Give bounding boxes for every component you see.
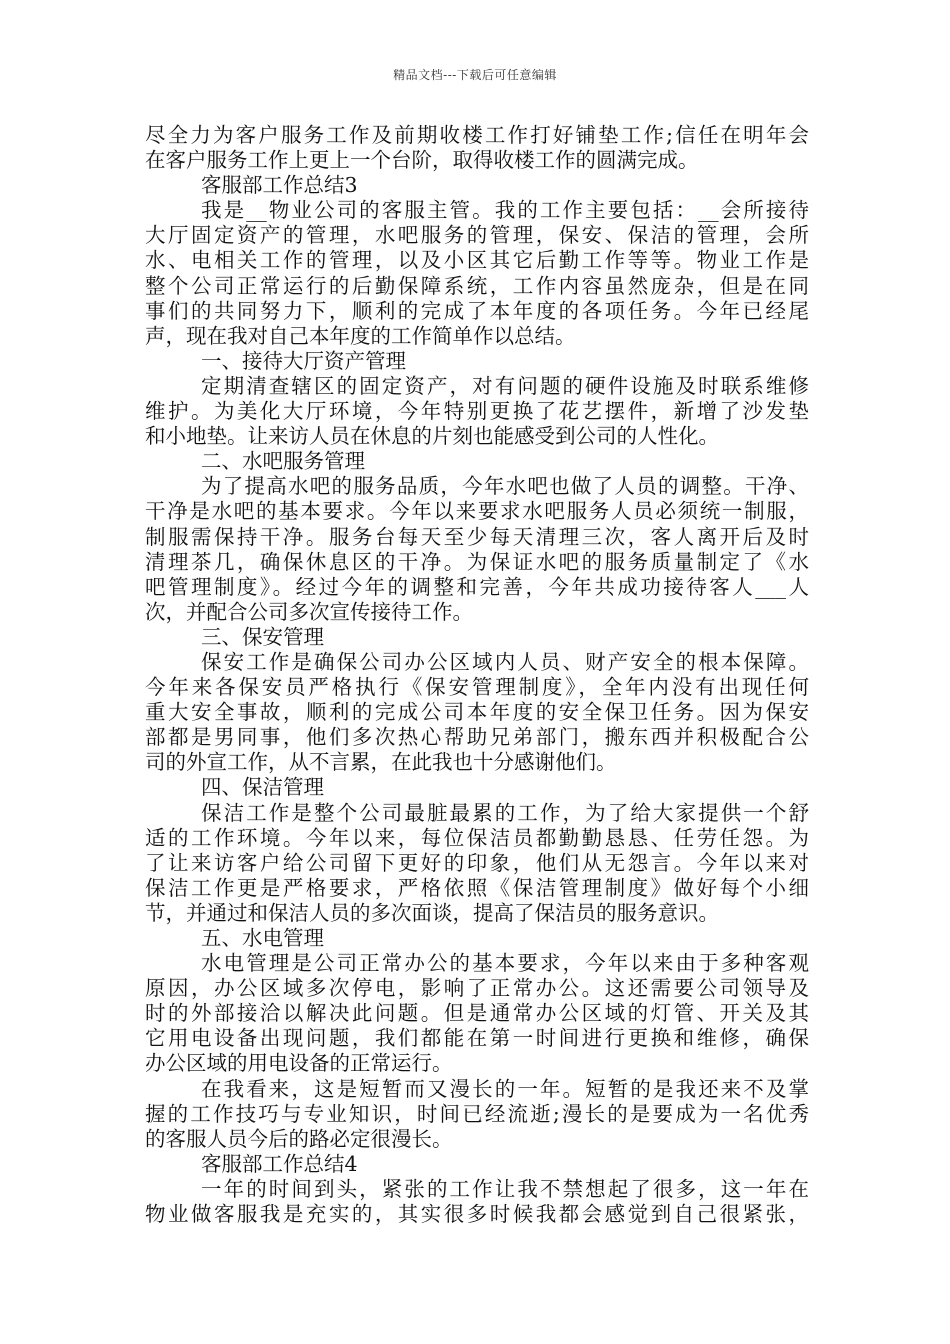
text-line: 适的工作环境。今年以来，每位保洁员都勤勤恳恳、任劳任怨。为 xyxy=(145,825,809,850)
text-line: 五、水电管理 xyxy=(201,926,324,950)
text-line: 的客服人员今后的路必定很漫长。 xyxy=(145,1126,453,1151)
text-line: 时的外部接洽以解决此问题。但是通常办公区域的灯管、开关及其 xyxy=(145,1001,809,1026)
text-line: 客服部工作总结4 xyxy=(201,1151,358,1176)
text-line: 今年来各保安员严格执行《保安管理制度》，全年内没有出现任何 xyxy=(145,675,809,700)
text-line: 声，现在我对自己本年度的工作简单作以总结。 xyxy=(145,323,576,348)
text-line: 保洁工作是整个公司最脏最累的工作，为了给大家提供一个舒 xyxy=(201,800,809,825)
text-line: 二、水吧服务管理 xyxy=(201,449,365,474)
text-line: 司的外宣工作，从不言累，在此我也十分感谢他们。 xyxy=(145,750,617,775)
text-line: 次，并配合公司多次宣传接待工作。 xyxy=(145,599,473,624)
text-line: 制服需保持干净。服务台每天至少每天清理三次，客人离开后及时 xyxy=(145,524,809,549)
text-line: 和小地垫。让来访人员在休息的片刻也能感受到公司的人性化。 xyxy=(145,424,719,449)
text-line: 三、保安管理 xyxy=(201,624,324,649)
text-line: 它用电设备出现问题，我们都能在第一时间进行更换和维修，确保 xyxy=(145,1026,809,1051)
text-line: 一、接待大厅资产管理 xyxy=(201,348,406,373)
text-line: 保洁工作更是严格要求，严格依照《保洁管理制度》做好每个小细 xyxy=(145,875,809,900)
text-line: 原因，办公区域多次停电，影响了正常办公。这还需要公司领导及 xyxy=(145,976,809,1001)
document-body xyxy=(145,123,809,1227)
text-line: 物业做客服我是充实的，其实很多时候我都会感觉到自己很紧张， xyxy=(145,1202,809,1227)
text-line: 部都是男同事，他们多次热心帮助兄弟部门，搬东西并积极配合公 xyxy=(145,725,809,750)
text-line: 了让来访客户给公司留下更好的印象，他们从无怨言。今年以来对 xyxy=(145,850,809,875)
text-line: 一年的时间到头，紧张的工作让我不禁想起了很多，这一年在 xyxy=(201,1176,809,1201)
text-line: 客服部工作总结3 xyxy=(201,173,358,198)
text-line: 定期清查辖区的固定资产，对有问题的硬件设施及时联系维修 xyxy=(201,373,809,398)
text-line: 干净是水吧的基本要求。今年以来要求水吧服务人员必须统一制服， xyxy=(145,499,809,524)
text-line: 为了提高水吧的服务品质，今年水吧也做了人员的调整。干净、 xyxy=(201,474,809,499)
page-header: 精品文档---下载后可任意编辑 xyxy=(393,68,557,82)
text-line: 办公区域的用电设备的正常运行。 xyxy=(145,1051,453,1076)
text-line: 在客户服务工作上更上一个台阶，取得收楼工作的圆满完成。 xyxy=(145,148,699,173)
text-line: 事们的共同努力下，顺利的完成了本年度的各项任务。今年已经尾 xyxy=(145,298,809,323)
text-line: 握的工作技巧与专业知识，时间已经流逝;漫长的是要成为一名优秀 xyxy=(145,1101,809,1126)
text-line: 四、保洁管理 xyxy=(201,775,324,800)
text-line: 尽全力为客户服务工作及前期收楼工作打好铺垫工作;信任在明年会 xyxy=(145,123,809,147)
text-line: 清理茶几，确保休息区的干净。为保证水吧的服务质量制定了《水 xyxy=(145,549,809,574)
text-line: 维护。为美化大厅环境，今年特别更换了花艺摆件，新增了沙发垫 xyxy=(145,399,809,424)
text-line: 保安工作是确保公司办公区域内人员、财产安全的根本保障。 xyxy=(201,649,809,674)
text-line: 节，并通过和保洁人员的多次面谈，提高了保洁员的服务意识。 xyxy=(145,900,719,925)
text-line: 重大安全事故，顺利的完成公司本年度的安全保卫任务。因为保安 xyxy=(145,700,809,725)
text-line: 在我看来，这是短暂而又漫长的一年。短暂的是我还来不及掌 xyxy=(201,1076,809,1101)
text-line: 大厅固定资产的管理，水吧服务的管理，保安、保洁的管理，会所 xyxy=(145,223,809,248)
text-line: 水、电相关工作的管理，以及小区其它后勤工作等等。物业工作是 xyxy=(145,248,809,273)
text-line: 水电管理是公司正常办公的基本要求，今年以来由于多种客观 xyxy=(201,951,809,976)
text-line: 吧管理制度》。经过今年的调整和完善，今年共成功接待客人___人 xyxy=(145,574,809,599)
text-line: 整个公司正常运行的后勤保障系统，工作内容虽然庞杂，但是在同 xyxy=(145,273,809,298)
text-line: 我是__物业公司的客服主管。我的工作主要包括：__会所接待 xyxy=(201,198,809,223)
